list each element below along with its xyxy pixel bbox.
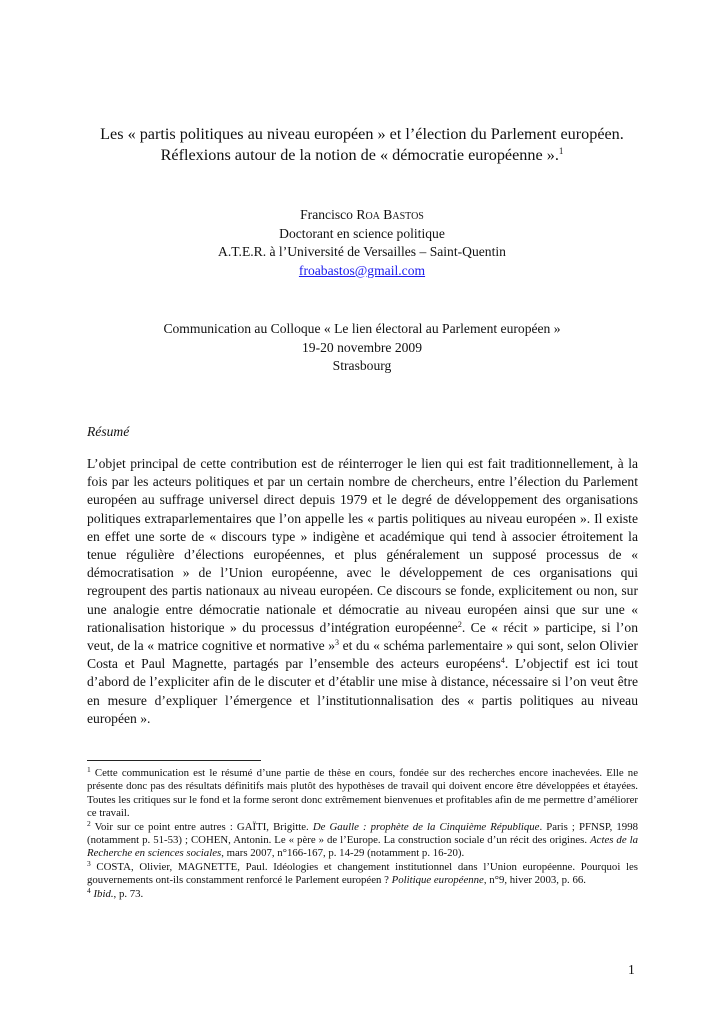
colloque-block <box>70 320 654 376</box>
author-position: Doctorant en science politique <box>279 225 445 241</box>
author-affiliation: A.T.E.R. à l’Université de Versailles – Saint-Quentin <box>218 244 506 259</box>
footnote-2-text-c: , mars 2007, n°166-167, p. 14-29 (notamment p. 16-20). <box>221 847 465 860</box>
author-first-name: Francisco <box>300 207 353 222</box>
footnote-1-number: 1 <box>87 765 91 774</box>
abstract-text-2: . Ce « récit » participe, si l’on veut, de la « matrice cognitive et normative » <box>87 619 638 654</box>
footnote-3 <box>87 858 638 888</box>
abstract-text-4: . L’objectif est ici tout d’abord de l’expliciter afin de le discuter et d’établir une mise à distance, nécessaire si l’on veut être en mesure d’expliquer l’émergence et l’institutionnalisation des « partis politiques au niveau européen ». <box>87 656 639 726</box>
footnote-2-number: 2 <box>87 818 91 828</box>
resume-heading: Résumé <box>87 424 130 439</box>
colloque-place: Strasbourg <box>332 358 392 373</box>
footnote-ref-3[interactable]: 3 <box>335 638 340 648</box>
footnote-2 <box>87 818 639 861</box>
author-block <box>70 206 654 280</box>
footnote-ref-2[interactable]: 2 <box>457 619 462 629</box>
footnote-4-ibid: Ibid. <box>93 887 114 900</box>
footnote-2-book-title: De Gaulle : prophète de la Cinquième République <box>312 820 540 833</box>
footnote-3-journal-title: Politique européenne <box>391 874 484 887</box>
footnote-2-journal-title: Actes de la Recherche en sciences sociales <box>87 834 638 860</box>
author-email-link[interactable]: froabastos@gmail.com <box>298 262 426 278</box>
colloque-title: Communication au Colloque « Le lien électoral au Parlement européen » <box>163 321 561 336</box>
footnote-4 <box>87 885 638 901</box>
title-line-2-text: Réflexions autour de la notion de « démocratie européenne ». <box>160 146 559 164</box>
title-footnote-ref[interactable]: 1 <box>558 146 564 156</box>
footnote-3-number: 3 <box>87 858 91 868</box>
abstract-text-3: et du « schéma parlementaire » qui sont, selon Olivier Costa et Paul Magnette, partagés par l’ensemble des acteurs européens <box>87 638 638 672</box>
colloque-date: 19-20 novembre 2009 <box>301 339 423 355</box>
footnote-1-text: Cette communication est le résumé d’une partie de thèse en cours, fondée sur des recherches encore inachevées. Elle ne présente donc pas des résultats définitifs mais plutôt des hypothèses de travail qui doivent encore être développées et étayées. Toutes les critiques sur le fond et la forme seront donc extrêmement bienvenues et profitables afin de me permettre d’améliorer ce travail. <box>87 767 638 820</box>
footnote-ref-4[interactable]: 4 <box>500 656 505 666</box>
footnote-3-text-a: COSTA, Olivier, MAGNETTE, Paul. Idéologies et changement institutionnel dans l’Union européenne. Pourquoi les gouvernements ont-ils constamment renforcé le Parlement européen ? <box>87 860 638 887</box>
author-name <box>70 206 654 225</box>
footnote-1 <box>87 767 638 821</box>
footnote-separator <box>87 760 261 761</box>
footnote-4-text-b: , p. 73. <box>113 887 144 900</box>
author-last-name: Roa Bastos <box>356 207 424 222</box>
footnotes <box>87 767 638 901</box>
page-number: 1 <box>628 962 635 977</box>
abstract-paragraph <box>87 455 638 728</box>
footnote-4-number: 4 <box>87 885 91 895</box>
footnote-3-text-b: , n°9, hiver 2003, p. 66. <box>483 874 586 887</box>
footnote-2-text-a: Voir sur ce point entre autres : GAÏTI, Brigitte. <box>90 820 313 833</box>
footnote-2-text-b: . Paris ; PFNSP, 1998 (notamment p. 51-53) ; COHEN, Antonin. Le « père » de l’Europe. La construction sociale d’un récit des origines. <box>87 820 639 847</box>
title-line-2 <box>70 145 654 166</box>
paper-title <box>70 124 654 166</box>
abstract-text-1: L’objet principal de cette contribution est de réinterroger le lien qui est fait traditionnellement, à la fois par les acteurs politiques et par un certain nombre de chercheurs, entre l’élection du Parlement européen au suffrage universel direct depuis 1979 et le degré de développement des organisations politiques extraparlementaires que l’on appelle les « partis politiques au niveau européen ». Il existe en effet une sorte de « discours type » indigène et académique qui tend à associer étroitement la tenue régulière d’élections européennes, et plus généralement un supposé processus de « démocratisation » de l’Union européenne, avec le développement de ces organisations qui regroupent des partis nationaux au niveau européen. Ce discours se fonde, explicitement ou non, sur une analogie entre démocratie nationale et démocratie au niveau européen ainsi que sur une « rationalisation historique » du processus d’intégration européenne <box>87 456 638 635</box>
title-line-1: Les « partis politiques au niveau européen » et l’élection du Parlement européen. <box>100 125 624 143</box>
